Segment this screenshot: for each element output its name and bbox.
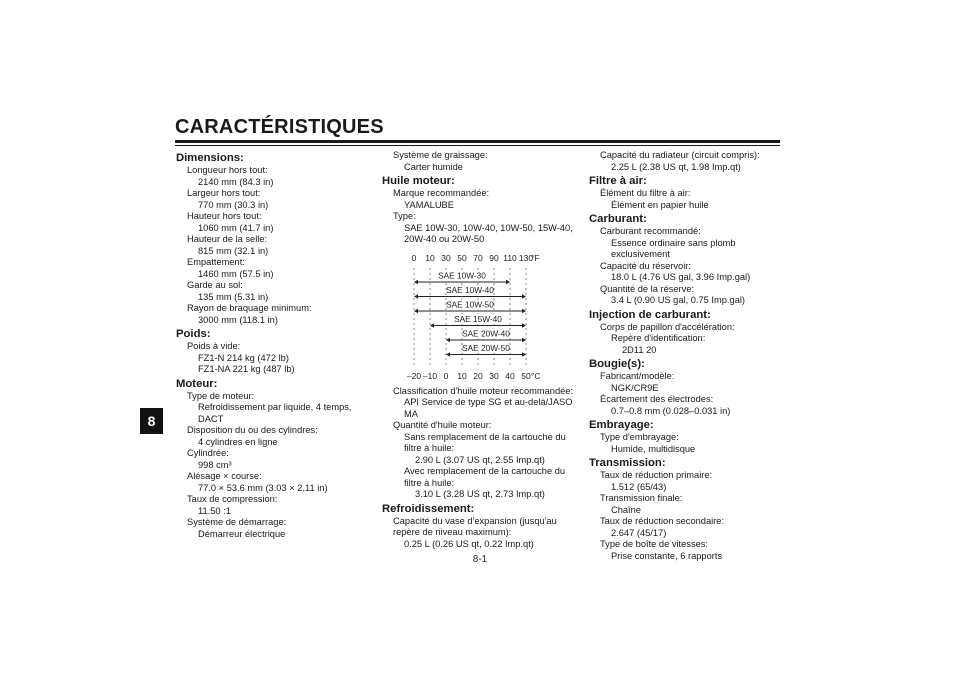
celsius-tick-label: –10 — [422, 370, 438, 381]
spec-label: Type: — [393, 211, 416, 221]
spec-label: Système de démarrage: — [187, 517, 287, 527]
spec-value: 770 mm (30.3 in) — [198, 199, 269, 210]
fahrenheit-unit: °F — [531, 252, 540, 263]
spec-label: Marque recommandée: — [393, 188, 490, 198]
celsius-tick-label: 50 — [521, 370, 531, 381]
spec-label: Empattement: — [187, 257, 245, 267]
section-heading: Transmission: — [589, 457, 666, 469]
spec-value: FZ1-N 214 kg (472 lb) — [198, 352, 289, 363]
oil-viscosity-chart — [404, 252, 554, 382]
arrow-left-icon — [446, 337, 450, 342]
grade-label: SAE 20W-50 — [462, 342, 510, 353]
spec-value: 11.50 :1 — [198, 505, 231, 516]
section-heading: Dimensions: — [176, 152, 244, 164]
celsius-tick-label: 40 — [505, 370, 515, 381]
spec-value: 2.25 L (2.38 US qt, 1.98 Imp.qt) — [611, 161, 741, 172]
celsius-tick-label: –20 — [406, 370, 422, 381]
spec-list-1 — [176, 152, 376, 540]
spec-value: Refroidissement par liquide, 4 temps, — [198, 402, 352, 412]
spec-value: API Service de type SG et au-delà/JASO — [404, 397, 573, 407]
spec-label: Écartement des électrodes: — [600, 394, 714, 404]
grade-label: SAE 10W-40 — [446, 284, 494, 295]
spec-subvalue: 3.10 L (3.28 US qt, 2.73 Imp.qt) — [415, 489, 545, 499]
section-heading: Moteur: — [176, 377, 218, 390]
spec-value: Humide, multidisque — [611, 443, 696, 454]
section-heading: Refroidissement: — [382, 502, 475, 515]
grade-label: SAE 10W-30 — [438, 270, 486, 280]
arrow-right-icon — [522, 294, 526, 299]
spec-label: Capacité du réservoir: — [600, 260, 691, 271]
fahrenheit-tick-label: 10 — [425, 252, 435, 263]
spec-value: Démarreur électrique — [198, 528, 286, 539]
arrow-left-icon — [446, 352, 450, 357]
arrow-right-icon — [506, 279, 510, 284]
spec-value: 4 cylindres en ligne — [198, 436, 278, 447]
spec-list-2-bottom — [382, 386, 582, 551]
spec-label: Élément du filtre à air: — [600, 188, 691, 198]
section-heading: Huile moteur: — [382, 175, 455, 187]
spec-column-2 — [382, 150, 582, 550]
spec-value: exclusivement — [611, 249, 670, 259]
spec-value: Sans remplacement de la cartouche du — [404, 431, 566, 442]
celsius-tick-label: 0 — [443, 370, 449, 381]
spec-value: 2.647 (45/17) — [611, 527, 667, 538]
section-heading: Carburant: — [589, 213, 647, 225]
title-rule — [175, 140, 780, 143]
spec-value: Essence ordinaire sans plomb — [611, 237, 736, 248]
arrow-left-icon — [414, 294, 418, 299]
spec-label: Carburant recommandé: — [600, 226, 701, 236]
celsius-unit: °C — [531, 370, 541, 381]
fahrenheit-tick-label: 90 — [489, 252, 499, 263]
spec-value: 1460 mm (57.5 in) — [198, 268, 274, 279]
spec-value: filtre à huile: — [404, 477, 455, 488]
spec-value: 2140 mm (84.3 in) — [198, 176, 274, 187]
arrow-right-icon — [522, 308, 526, 313]
title-rule-thin — [175, 145, 780, 146]
oil-grade-bar — [446, 343, 526, 357]
grade-label: SAE 15W-40 — [454, 313, 502, 324]
spec-label: repère de niveau maximum): — [393, 527, 512, 537]
spec-value: MA — [404, 408, 418, 419]
spec-label: Poids à vide: — [187, 341, 241, 351]
arrow-left-icon — [414, 308, 418, 313]
section-heading: Poids: — [176, 328, 211, 340]
spec-label: Type de boîte de vitesses: — [600, 539, 709, 549]
spec-value: 3000 mm (118.1 in) — [198, 314, 278, 325]
spec-value: 1060 mm (41.7 in) — [198, 222, 274, 233]
spec-value: 1.512 (65/43) — [611, 481, 667, 492]
section-heading: Filtre à air: — [589, 175, 647, 187]
page-number: 8-1 — [472, 554, 488, 565]
spec-label: Taux de réduction primaire: — [600, 470, 713, 480]
spec-label: Taux de réduction secondaire: — [600, 516, 725, 526]
spec-label: Classification d'huile moteur recommandée: — [393, 385, 574, 396]
spec-label: Capacité du radiateur (circuit compris): — [600, 150, 760, 160]
spec-list-3 — [589, 150, 789, 562]
fahrenheit-tick-label: 70 — [473, 252, 483, 263]
section-heading: Embrayage: — [589, 419, 654, 431]
arrow-left-icon — [430, 323, 434, 328]
spec-list-2-top — [382, 150, 582, 246]
fahrenheit-tick-label: 110 — [503, 252, 517, 263]
section-heading: Injection de carburant: — [589, 308, 711, 321]
chapter-tab: 8 — [140, 408, 163, 434]
spec-label: Taux de compression: — [187, 494, 278, 504]
grade-label: SAE 20W-40 — [462, 328, 510, 338]
spec-column-1 — [176, 150, 376, 540]
fahrenheit-tick-label: 130 — [518, 252, 534, 263]
spec-subvalue: 2.90 L (3.07 US qt, 2.55 Imp.qt) — [415, 454, 545, 465]
spec-label: Capacité du vase d'expansion (jusqu'au — [393, 515, 557, 526]
spec-label: Longueur hors tout: — [187, 165, 268, 175]
arrow-right-icon — [522, 352, 526, 357]
oil-grade-bar — [414, 285, 526, 299]
spec-value: DACT — [198, 413, 224, 424]
spec-label: Alésage × course: — [187, 471, 262, 481]
spec-label: Corps de papillon d'accélération: — [600, 321, 735, 332]
spec-subvalue: 2D11 20 — [622, 344, 657, 355]
spec-value: 0.7–0.8 mm (0.028–0.031 in) — [611, 405, 731, 416]
spec-label: Quantité d'huile moteur: — [393, 420, 492, 430]
spec-value: 998 cm³ — [198, 459, 232, 470]
spec-value: 0.25 L (0.26 US qt, 0.22 Imp.qt) — [404, 538, 534, 549]
spec-label: Cylindrée: — [187, 448, 229, 458]
spec-label: Quantité de la réserve: — [600, 283, 695, 294]
page-title: CARACTÉRISTIQUES — [175, 116, 384, 138]
spec-value: 77.0 × 53.6 mm (3.03 × 2.11 in) — [198, 482, 328, 493]
spec-value: filtre à huile: — [404, 443, 455, 453]
spec-value: 3.4 L (0.90 US gal, 0.75 Imp.gal) — [611, 295, 746, 305]
spec-value: FZ1-NA 221 kg (487 lb) — [198, 364, 295, 374]
arrow-right-icon — [522, 337, 526, 342]
grade-label: SAE 10W-50 — [446, 299, 494, 309]
spec-value: 18.0 L (4.76 US gal, 3.96 Imp.gal) — [611, 272, 751, 282]
arrow-left-icon — [414, 279, 418, 284]
spec-value: 20W-40 ou 20W-50 — [404, 234, 485, 244]
spec-label: Largeur hors tout: — [187, 188, 261, 198]
oil-grade-bar — [430, 314, 526, 328]
spec-label: Type de moteur: — [187, 390, 255, 401]
spec-value: Carter humide — [404, 161, 463, 172]
fahrenheit-tick-label: 50 — [457, 252, 467, 263]
oil-grade-bar — [414, 299, 526, 313]
spec-label: Système de graissage: — [393, 150, 488, 160]
fahrenheit-tick-label: 0 — [411, 252, 417, 263]
spec-value: Avec remplacement de la cartouche du — [404, 466, 566, 476]
spec-label: Rayon de braquage minimum: — [187, 303, 312, 313]
spec-label: Fabricant/modèle: — [600, 371, 675, 381]
fahrenheit-tick-label: 30 — [441, 252, 451, 263]
spec-value: SAE 10W-30, 10W-40, 10W-50, 15W-40, — [404, 222, 573, 233]
spec-label: Disposition du ou des cylindres: — [187, 425, 318, 435]
oil-grade-bar — [446, 328, 526, 342]
celsius-tick-label: 10 — [457, 370, 467, 381]
spec-label: Hauteur hors tout: — [187, 211, 262, 221]
spec-value: Élément en papier huilé — [611, 199, 709, 210]
spec-value: Repère d'identification: — [611, 333, 706, 343]
oil-grade-bar — [414, 270, 510, 284]
celsius-tick-label: 20 — [473, 370, 483, 381]
spec-value: 815 mm (32.1 in) — [198, 245, 269, 256]
spec-label: Type d'embrayage: — [600, 432, 679, 442]
spec-value: 135 mm (5.31 in) — [198, 291, 269, 302]
spec-value: NGK/CR9E — [611, 382, 659, 393]
spec-value: Prise constante, 6 rapports — [611, 550, 723, 561]
spec-value: YAMALUBE — [404, 199, 454, 210]
spec-value: Chaîne — [611, 504, 641, 515]
arrow-right-icon — [522, 323, 526, 328]
celsius-tick-label: 30 — [489, 370, 499, 381]
spec-column-3 — [589, 150, 789, 562]
section-heading: Bougie(s): — [589, 358, 645, 370]
spec-label: Garde au sol: — [187, 280, 243, 290]
spec-label: Transmission finale: — [600, 493, 683, 503]
spec-label: Hauteur de la selle: — [187, 234, 268, 244]
